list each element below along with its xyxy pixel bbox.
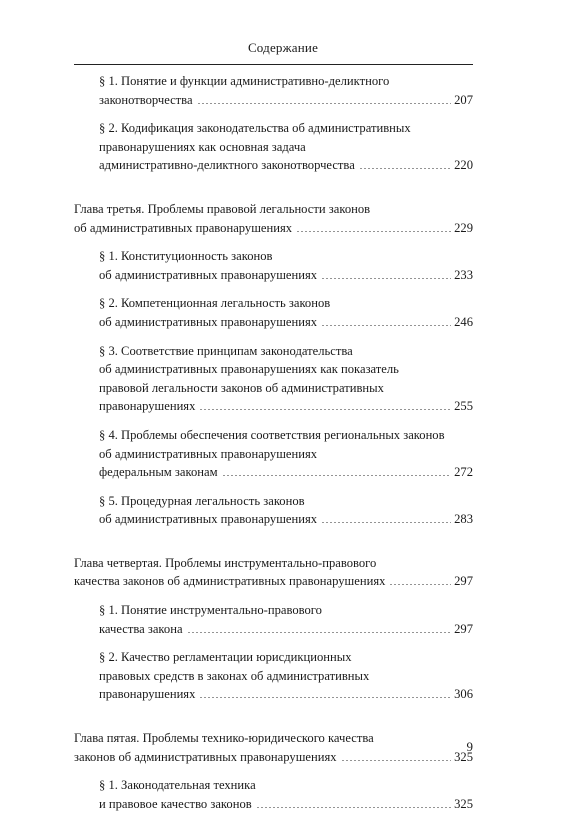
toc-page-number: 229 bbox=[454, 220, 473, 235]
toc-entry-text: об административных правонарушениях bbox=[99, 512, 318, 527]
toc-entry-text: правонарушениях как основная задача bbox=[99, 139, 306, 154]
toc-chapter-entry bbox=[74, 554, 473, 591]
toc-section-entry bbox=[74, 72, 473, 109]
toc-entry-text: об административных правонарушениях bbox=[99, 446, 318, 461]
toc-page-number: 325 bbox=[454, 749, 473, 764]
dot-leader bbox=[341, 750, 452, 762]
dot-leader bbox=[321, 315, 451, 327]
dot-leader bbox=[187, 622, 452, 634]
toc-entry-text: Глава четвертая. Проблемы инструментально-правового bbox=[74, 555, 377, 570]
toc-page-number: 283 bbox=[454, 512, 473, 527]
toc-entry-text: правовых средств в законах об административных bbox=[99, 668, 370, 683]
dot-leader bbox=[199, 399, 451, 411]
toc-section-entry bbox=[74, 776, 473, 813]
toc-entry-text: § 1. Понятие и функции административно-деликтного bbox=[99, 74, 390, 88]
toc-entry-text: Глава пятая. Проблемы технико-юридического качества bbox=[74, 731, 374, 746]
toc-page-number: 220 bbox=[454, 158, 473, 173]
toc-chapter-entry bbox=[74, 729, 473, 766]
toc-entry-text: и правовое качество законов bbox=[99, 796, 252, 811]
toc-page-number: 272 bbox=[454, 465, 473, 480]
toc-entry-text: качества закона bbox=[99, 621, 183, 636]
toc-entry-text: § 4. Проблемы обеспечения соответствия региональных законов bbox=[99, 427, 445, 442]
toc-entry-text: административно-деликтного законотворчества bbox=[99, 158, 355, 173]
toc-page-number: 246 bbox=[454, 314, 473, 329]
toc-entry-text: правонарушениях bbox=[99, 399, 196, 414]
toc-page-number: 233 bbox=[454, 267, 473, 282]
toc-section-entry bbox=[74, 342, 473, 416]
toc-page-number: 325 bbox=[454, 796, 473, 811]
dot-leader bbox=[222, 465, 452, 477]
toc-entry-text: § 2. Качество регламентации юрисдикционных bbox=[99, 650, 352, 665]
toc-chapter-entry bbox=[74, 200, 473, 237]
toc-entry-text: § 2. Кодификация законодательства об административных bbox=[99, 121, 411, 136]
toc-section-entry bbox=[74, 247, 473, 284]
toc-entry-text: законов об административных правонарушениях bbox=[74, 749, 337, 764]
dot-leader bbox=[359, 158, 451, 170]
toc-entry-text: § 1. Понятие инструментально-правового bbox=[99, 603, 322, 618]
toc-section-entry bbox=[74, 648, 473, 704]
header-rule bbox=[74, 64, 473, 65]
dot-leader bbox=[199, 687, 451, 699]
toc-entry-text: об административных правонарушениях bbox=[74, 220, 293, 235]
toc-section-entry bbox=[74, 492, 473, 529]
toc-page-number: 297 bbox=[454, 621, 473, 636]
toc-section-entry bbox=[74, 426, 473, 482]
toc-entry-text: об административных правонарушениях bbox=[99, 314, 318, 329]
toc-entry-text: федеральным законам bbox=[99, 465, 218, 480]
toc-entry-text: об административных правонарушениях как показатель bbox=[99, 362, 399, 377]
page-number: 9 bbox=[466, 739, 473, 754]
toc-page-number: 297 bbox=[454, 574, 473, 589]
toc-section-entry bbox=[74, 119, 473, 175]
toc-entry-text: качества законов об административных правонарушениях bbox=[74, 574, 386, 589]
running-title: Содержание bbox=[247, 40, 319, 55]
table-of-contents bbox=[74, 72, 473, 813]
dot-leader bbox=[296, 221, 451, 233]
toc-entry-text: Глава третья. Проблемы правовой легальности законов bbox=[74, 201, 371, 216]
toc-entry-text: законотворчества bbox=[99, 92, 193, 107]
toc-entry-text: правовой легальности законов об административных bbox=[99, 380, 384, 395]
toc-entry-text: § 5. Процедурная легальность законов bbox=[99, 493, 305, 508]
dot-leader bbox=[321, 268, 451, 280]
toc-section-entry bbox=[74, 294, 473, 331]
toc-page-number: 255 bbox=[454, 399, 473, 414]
toc-page-number: 207 bbox=[454, 92, 473, 107]
toc-entry-text: § 1. Законодательная техника bbox=[99, 778, 256, 793]
dot-leader bbox=[197, 93, 452, 105]
toc-entry-text: § 1. Конституционность законов bbox=[99, 249, 273, 264]
toc-entry-text: § 3. Соответствие принципам законодательства bbox=[99, 343, 353, 358]
toc-entry-text: § 2. Компетенционная легальность законов bbox=[99, 296, 331, 311]
toc-entry-text: правонарушениях bbox=[99, 687, 196, 702]
toc-page-number: 306 bbox=[454, 687, 473, 702]
dot-leader bbox=[321, 512, 451, 524]
toc-entry-text: об административных правонарушениях bbox=[99, 267, 318, 282]
dot-leader bbox=[389, 574, 451, 586]
toc-section-entry bbox=[74, 601, 473, 638]
dot-leader bbox=[256, 797, 451, 809]
